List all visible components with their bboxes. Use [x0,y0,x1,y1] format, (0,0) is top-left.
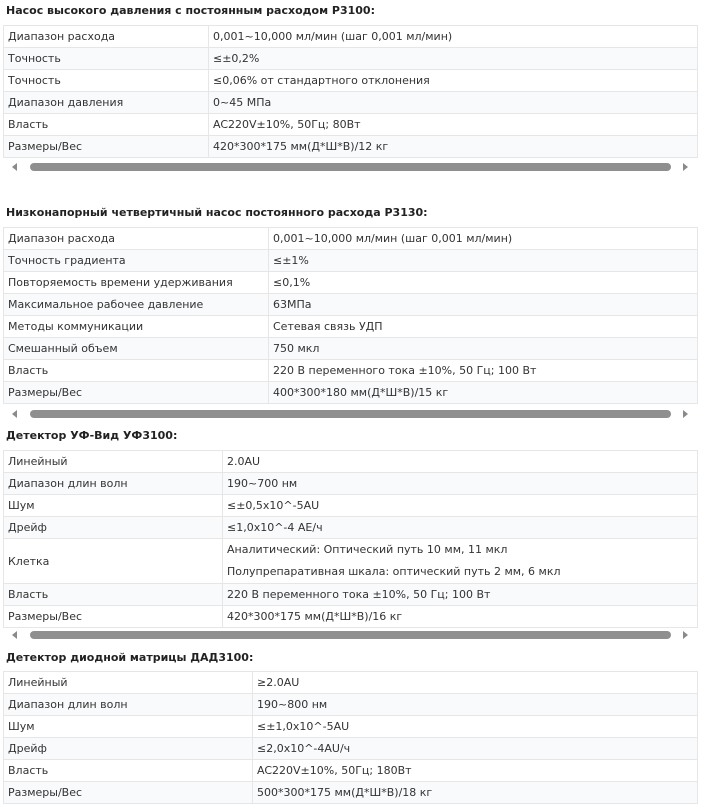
table-row [4,782,698,804]
row-label: Власть [4,760,253,782]
section-title-uv3100: Детектор УФ-Вид УФ3100: [6,429,178,442]
row-value: ≤0,06% от стандартного отклонения [209,70,698,92]
row-label: Точность [4,48,209,70]
row-label: Власть [4,114,209,136]
row-value: ≤±1% [269,250,698,272]
horizontal-scrollbar[interactable] [3,407,698,421]
scroll-left-arrow-icon[interactable] [12,631,17,639]
row-label: Диапазон расхода [4,26,209,48]
row-label: Методы коммуникации [4,316,269,338]
scroll-right-arrow-icon[interactable] [683,163,688,171]
table-row [4,539,698,584]
table-row [4,272,698,294]
row-label: Точность [4,70,209,92]
row-value [223,539,698,584]
row-label: Шум [4,495,223,517]
row-value: ≤2,0x10^-4AU/ч [253,738,698,760]
row-value: 190~700 нм [223,473,698,495]
row-label: Смешанный объем [4,338,269,360]
table-row [4,92,698,114]
row-label: Диапазон длин волн [4,473,223,495]
row-label: Власть [4,360,269,382]
table-row [4,716,698,738]
table-row [4,694,698,716]
table-row [4,48,698,70]
table-row [4,584,698,606]
table-row [4,760,698,782]
row-value: 220 В переменного тока ±10%, 50 Гц; 100 Вт [269,360,698,382]
row-label: Диапазон длин волн [4,694,253,716]
scroll-right-arrow-icon[interactable] [683,631,688,639]
table-row [4,316,698,338]
row-value: 63МПа [269,294,698,316]
row-value: 500*300*175 мм(Д*Ш*В)/18 кг [253,782,698,804]
row-value: 190~800 нм [253,694,698,716]
row-value: Сетевая связь УДП [269,316,698,338]
table-row [4,294,698,316]
row-value: ≤±1,0x10^-5AU [253,716,698,738]
spec-table-dad3100 [3,671,698,804]
row-value: ≤±0,2% [209,48,698,70]
row-label: Клетка [4,539,223,584]
row-value: 750 мкл [269,338,698,360]
row-label: Размеры/Вес [4,782,253,804]
table-row [4,136,698,158]
row-value: ≤0,1% [269,272,698,294]
row-label: Размеры/Вес [4,382,269,404]
table-row [4,672,698,694]
horizontal-scrollbar[interactable] [3,628,698,642]
row-label: Максимальное рабочее давление [4,294,269,316]
row-value: 0,001~10,000 мл/мин (шаг 0,001 мл/мин) [209,26,698,48]
row-value: 0~45 МПа [209,92,698,114]
spec-table-p3100 [3,25,698,158]
table-row [4,606,698,628]
row-value: AC220V±10%, 50Гц; 180Вт [253,760,698,782]
row-label: Линейный [4,672,253,694]
scroll-right-arrow-icon[interactable] [683,410,688,418]
section-title-dad3100: Детектор диодной матрицы ДАД3100: [6,651,254,664]
row-label: Повторяемость времени удерживания [4,272,269,294]
row-value: 2.0AU [223,451,698,473]
scroll-left-arrow-icon[interactable] [12,410,17,418]
row-label: Размеры/Вес [4,606,223,628]
horizontal-scrollbar[interactable] [3,160,698,174]
row-label: Диапазон расхода [4,228,269,250]
row-label: Дрейф [4,738,253,760]
scrollbar-thumb[interactable] [30,410,671,418]
row-value: ≥2.0AU [253,672,698,694]
row-label: Размеры/Вес [4,136,209,158]
spec-table-uv3100 [3,450,698,628]
row-value: 400*300*180 мм(Д*Ш*В)/15 кг [269,382,698,404]
row-value: AC220V±10%, 50Гц; 80Вт [209,114,698,136]
row-value: 0,001~10,000 мл/мин (шаг 0,001 мл/мин) [269,228,698,250]
table-row [4,495,698,517]
table-row [4,114,698,136]
row-value-line: Аналитический: Оптический путь 10 мм, 11 мкл [227,543,508,556]
table-row [4,228,698,250]
row-label: Власть [4,584,223,606]
table-row [4,360,698,382]
section-title-p3130: Низконапорный четвертичный насос постоянного расхода P3130: [6,206,428,219]
spec-table-p3130 [3,227,698,404]
row-label: Линейный [4,451,223,473]
row-label: Дрейф [4,517,223,539]
table-row [4,473,698,495]
row-value: 220 В переменного тока ±10%, 50 Гц; 100 Вт [223,584,698,606]
row-value: ≤1,0x10^-4 АЕ/ч [223,517,698,539]
row-value-line: Полупрепаративная шкала: оптический путь 2 мм, 6 мкл [227,565,561,578]
row-label: Шум [4,716,253,738]
table-row [4,338,698,360]
table-row [4,70,698,92]
table-row [4,382,698,404]
scroll-left-arrow-icon[interactable] [12,163,17,171]
row-value: 420*300*175 мм(Д*Ш*В)/12 кг [209,136,698,158]
row-value: 420*300*175 мм(Д*Ш*В)/16 кг [223,606,698,628]
section-title-p3100: Насос высокого давления с постоянным расходом P3100: [6,4,375,17]
table-row [4,250,698,272]
row-value: ≤±0,5x10^-5AU [223,495,698,517]
scrollbar-thumb[interactable] [30,631,671,639]
table-row [4,26,698,48]
row-label: Точность градиента [4,250,269,272]
table-row [4,738,698,760]
table-row [4,517,698,539]
table-row [4,451,698,473]
row-label: Диапазон давления [4,92,209,114]
scrollbar-thumb[interactable] [30,163,671,171]
